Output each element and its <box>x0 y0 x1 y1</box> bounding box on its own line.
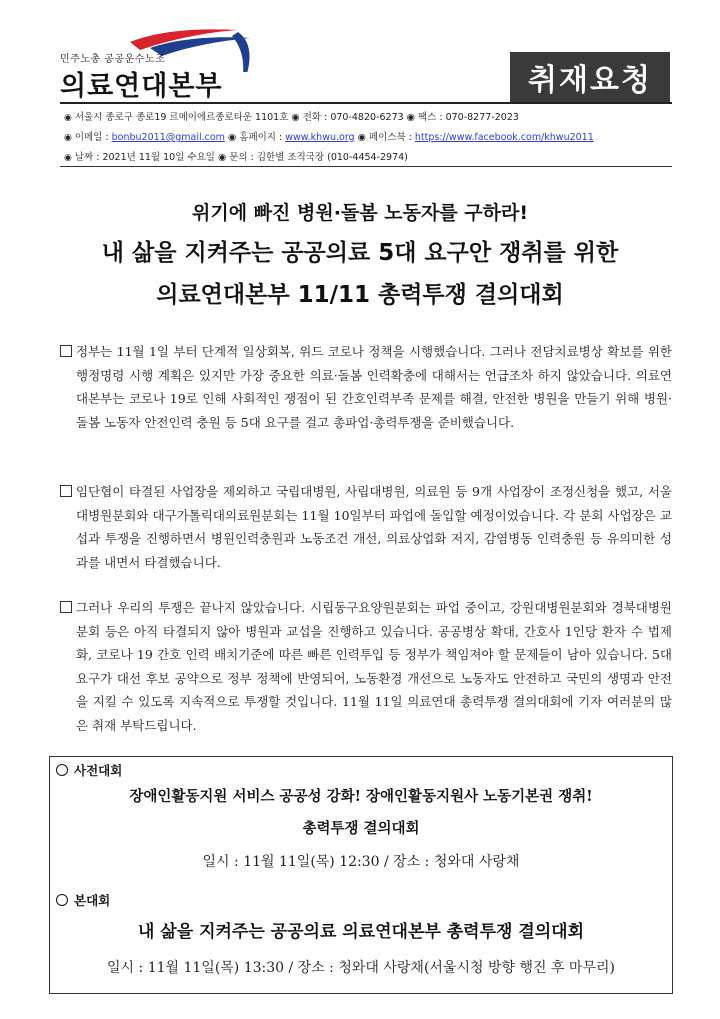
contact-online-row <box>64 128 674 148</box>
pre-event-info: 일시 : 11월 11일(목) 12:30 / 장소 : 청와대 사랑채 <box>202 854 520 870</box>
org-subtitle: 민주노총 공공운수노조 <box>60 54 166 65</box>
pre-event-label-text: 사전대회 <box>74 763 123 778</box>
pre-event-title-1: 장애인활동지원 서비스 공공성 강화! 장애인활동지원사 노동기본권 쟁취! <box>129 788 593 805</box>
title-line-2: 내 삶을 지켜주는 공공의료 5대 요구안 쟁취를 위한 <box>101 240 619 266</box>
org-logo <box>60 22 260 102</box>
date-contact: 날짜 : 2021년 11월 10일 수요일 ◉ 문의 : 김한별 조직국장 (010-4454-2974) <box>74 152 408 163</box>
press-request-badge: 취재요청 <box>510 52 670 102</box>
paragraph-3 <box>60 596 672 737</box>
headline: 위기에 빠진 병원·돌봄 노동자를 구하라! <box>191 202 528 224</box>
email-link[interactable]: bonbu2011@gmail.com <box>111 132 225 143</box>
circle-bullet-icon <box>56 894 68 906</box>
paragraph-text: 정부는 11월 1일 부터 단계적 일상회복, 위드 코로나 정책을 시행했습니다. 그러나 전담치료병상 확보를 위한 행정명령 시행 계획은 있지만 가장 중요한 의료·돌봄 인력확충에 대해서는 언급조차 하지 않았습니다. 의료연대본부는 코로나 19로 인해 사회적인 쟁점이 된 간호인력부족 문제를 해결, 안전한 병원을 만들기 위해 병원·돌봄 노동자 안전인력 충원 등 5대 요구를 걸고 총파업·총력투쟁을 준비했습니다. <box>76 344 672 430</box>
facebook-link[interactable]: https://www.facebook.com/khwu2011 <box>414 132 594 143</box>
main-event-label-text: 본대회 <box>74 893 111 908</box>
contact-address: 서울시 종로구 종로19 르메이에르종로타운 1101호 ◉ 전화 : 070-4820-6273 ◉ 팩스 : 070-8277-2023 <box>74 112 519 123</box>
bullet-icon: ◉ <box>64 113 72 123</box>
header-divider-top <box>60 102 672 104</box>
email-label: 이메일 : <box>74 132 112 143</box>
facebook-label: ◉ 페이스북 : <box>354 132 415 143</box>
main-event-info: 일시 : 11월 11일(목) 13:30 / 장소 : 청와대 사랑채(서울시청 방향 행진 후 마무리) <box>107 960 615 976</box>
pre-event-label <box>56 761 122 779</box>
checkbox-bullet-icon <box>60 345 72 357</box>
homepage-link[interactable]: www.khwu.org <box>285 132 355 143</box>
contact-info <box>64 108 674 168</box>
pre-event-title-2: 총력투쟁 결의대회 <box>302 820 420 837</box>
bullet-icon: ◉ <box>64 133 72 143</box>
main-event-title: 내 삶을 지켜주는 공공의료 의료연대본부 총력투쟁 결의대회 <box>137 922 585 942</box>
title-line-3: 의료연대본부 11/11 총력투쟁 결의대회 <box>156 282 564 308</box>
header-divider-bottom <box>60 166 672 167</box>
homepage-label: ◉ 홈페이지 : <box>224 132 286 143</box>
contact-date-row <box>64 148 674 168</box>
circle-bullet-icon <box>56 764 68 776</box>
paragraph-text: 임단협이 타결된 사업장을 제외하고 국립대병원, 사립대병원, 의료원 등 9개 사업장이 조정신청을 했고, 서울대병원분회와 대구가톨릭대의료원분회는 11월 10일부터 파업에 돌입할 예정이었습니다. 각 분회 사업장은 교섭과 투쟁을 진행하면서 병원인력충원과 노동조건 개선, 의료상업화 저지, 감염병동 인력충원 등 유의미한 성과를 내면서 타결했습니다. <box>76 484 672 570</box>
paragraph-2 <box>60 480 672 574</box>
org-name: 의료연대본부 <box>60 71 223 102</box>
event-schedule-box <box>49 756 673 994</box>
checkbox-bullet-icon <box>60 601 72 613</box>
contact-address-row <box>64 108 674 128</box>
paragraph-text: 그러나 우리의 투쟁은 끝나지 않았습니다. 시립동구요양원분회는 파업 중이고, 강원대병원분회와 경북대병원분회 등은 아직 타결되지 않아 병원과 교섭을 진행하고 있습니다. 공공병상 확대, 간호사 1인당 환자 수 법제화, 코로나 19 간호 인력 배치기준에 따른 빠른 인력투입 등 정부가 책임져야 할 문제들이 남아 있습니다. 5대요구가 대선 후보 공약으로 정부 정책에 반영되어, 노동환경 개선으로 노동자도 안전하고 국민의 생명과 안전을 지킬 수 있도록 지속적으로 투쟁할 것입니다. 11월 11일 의료연대 총력투쟁 결의대회에 기자 여러분의 많은 취재 부탁드립니다. <box>76 600 672 733</box>
bullet-icon: ◉ <box>64 153 72 163</box>
main-event-label <box>56 891 110 909</box>
paragraph-1 <box>60 340 672 434</box>
title-block <box>0 198 720 316</box>
checkbox-bullet-icon <box>60 485 72 497</box>
